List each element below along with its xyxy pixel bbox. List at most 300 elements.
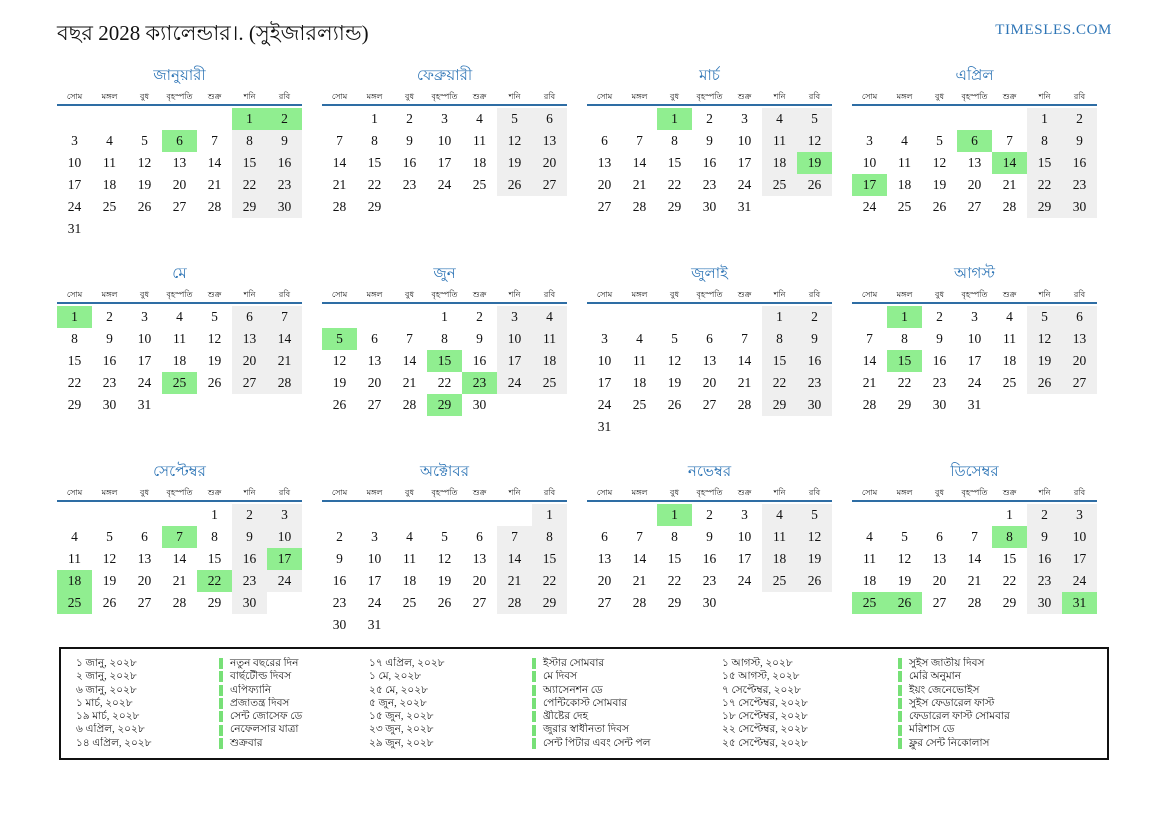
day-cell: 29 xyxy=(1027,196,1062,218)
empty-cell xyxy=(92,108,127,130)
day-cell: 25 xyxy=(762,570,797,592)
day-cell: 11 xyxy=(173,331,186,346)
month-11 xyxy=(587,462,832,660)
day-cell: 27 xyxy=(597,595,612,610)
day-cell: 20 xyxy=(702,375,717,390)
legend-entry xyxy=(219,710,369,723)
weekday-label: বুধ xyxy=(140,92,149,101)
empty-cell xyxy=(322,306,357,328)
empty-cell xyxy=(922,504,957,526)
day-cell: 7 xyxy=(971,529,978,544)
day-cell: 27 xyxy=(702,397,717,412)
day-cell: 21 xyxy=(967,573,982,588)
month-header-rule xyxy=(57,104,302,106)
day-cell: 26 xyxy=(797,570,832,592)
day-cell: 11 xyxy=(762,130,797,152)
legend-entry xyxy=(219,737,369,750)
day-cell: 2 xyxy=(936,309,943,324)
day-cell: 16 xyxy=(472,353,487,368)
legend-entry xyxy=(898,684,1101,697)
weekday-label: সোম xyxy=(596,290,613,299)
month-day-grid xyxy=(322,288,567,416)
weekday-label: শুক্র xyxy=(1002,488,1017,497)
day-cell: 10 xyxy=(737,133,752,148)
weekday-label: রবি xyxy=(543,92,556,101)
month-title: জুন xyxy=(433,266,456,282)
month-day-grid xyxy=(587,288,832,438)
legend-date: ৬ জানু, ২০২৮ xyxy=(76,684,137,696)
month-title: এপ্রিল xyxy=(955,68,994,84)
day-cell: 20 xyxy=(932,573,947,588)
day-cell: 23 xyxy=(462,372,497,394)
day-cell: 5 xyxy=(1027,306,1062,328)
day-cell: 12 xyxy=(797,130,832,152)
day-cell: 2 xyxy=(232,504,267,526)
month-day-grid xyxy=(852,90,1097,218)
day-cell: 4 xyxy=(1006,309,1013,324)
day-cell: 9 xyxy=(706,133,713,148)
day-cell: 8 xyxy=(992,526,1027,548)
weekday-label: সোম xyxy=(66,290,83,299)
day-cell: 6 xyxy=(706,331,713,346)
day-cell: 29 xyxy=(1002,595,1017,610)
day-cell: 19 xyxy=(137,177,152,192)
day-cell: 13 xyxy=(967,155,982,170)
day-cell: 5 xyxy=(106,529,113,544)
weekday-label: শুক্র xyxy=(737,290,752,299)
holiday-marker-icon xyxy=(532,725,536,736)
day-cell: 16 xyxy=(232,548,267,570)
day-cell: 31 xyxy=(137,397,152,412)
month-header-rule xyxy=(587,302,832,304)
empty-cell xyxy=(852,306,887,328)
day-cell: 17 xyxy=(1062,548,1097,570)
day-cell: 24 xyxy=(267,570,302,592)
day-cell: 19 xyxy=(897,573,912,588)
day-cell: 11 xyxy=(68,551,81,566)
day-cell: 1 xyxy=(441,309,448,324)
day-cell: 25 xyxy=(897,199,912,214)
day-cell: 16 xyxy=(702,551,717,566)
day-cell: 20 xyxy=(232,350,267,372)
day-cell: 24 xyxy=(1062,570,1097,592)
day-cell: 1 xyxy=(532,504,567,526)
day-cell: 7 xyxy=(406,331,413,346)
day-cell: 11 xyxy=(403,551,416,566)
legend-date: ২ জানু, ২০২৮ xyxy=(76,671,137,683)
legend-date: ২৯ জুন, ২০২৮ xyxy=(369,737,434,749)
legend-entry xyxy=(532,684,722,697)
day-cell: 28 xyxy=(862,397,877,412)
day-cell: 28 xyxy=(967,595,982,610)
day-cell: 1 xyxy=(1006,507,1013,522)
day-cell: 30 xyxy=(702,199,717,214)
day-cell: 23 xyxy=(702,177,717,192)
day-cell: 18 xyxy=(532,350,567,372)
weekday-label: বৃহস্পতি xyxy=(696,92,723,101)
day-cell: 26 xyxy=(667,397,682,412)
month-title: মার্চ xyxy=(699,68,720,84)
month-12 xyxy=(852,462,1097,660)
weekday-label: শনি xyxy=(773,488,786,497)
day-cell: 17 xyxy=(137,353,152,368)
day-cell: 30 xyxy=(702,595,717,610)
holiday-marker-icon xyxy=(532,658,536,669)
day-cell: 29 xyxy=(667,595,682,610)
legend-date: ৭ সেপ্টেম্বর, ২০২৮ xyxy=(722,684,801,696)
day-cell: 22 xyxy=(197,570,232,592)
day-cell: 5 xyxy=(441,529,448,544)
weekday-label: শনি xyxy=(1038,92,1051,101)
day-cell: 30 xyxy=(102,397,117,412)
holiday-marker-icon xyxy=(219,711,223,722)
day-cell: 30 xyxy=(232,592,267,614)
weekday-label: সোম xyxy=(596,488,613,497)
day-cell: 23 xyxy=(232,570,267,592)
day-cell: 4 xyxy=(762,504,797,526)
day-cell: 10 xyxy=(137,331,152,346)
day-cell: 21 xyxy=(632,177,647,192)
day-cell: 5 xyxy=(671,331,678,346)
legend-holiday-label: মে দিবস xyxy=(543,671,578,683)
empty-cell xyxy=(587,504,622,526)
legend-entry xyxy=(219,657,369,670)
legend-entry xyxy=(532,723,722,736)
month-header-rule xyxy=(587,104,832,106)
weekday-label: রবি xyxy=(1073,488,1086,497)
month-2 xyxy=(322,66,567,264)
day-cell: 18 xyxy=(1002,353,1017,368)
legend-entry xyxy=(532,670,722,683)
day-cell: 17 xyxy=(597,375,612,390)
weekday-label: মঙ্গল xyxy=(366,488,383,497)
day-cell: 27 xyxy=(232,372,267,394)
day-cell: 25 xyxy=(1002,375,1017,390)
weekday-label: বুধ xyxy=(670,488,679,497)
weekday-label: বৃহস্পতি xyxy=(166,488,193,497)
weekday-label: মঙ্গল xyxy=(896,92,913,101)
day-cell: 7 xyxy=(866,331,873,346)
day-cell: 10 xyxy=(367,551,382,566)
month-header-rule xyxy=(57,500,302,502)
month-day-grid xyxy=(57,288,302,416)
weekday-label: শনি xyxy=(243,488,256,497)
day-cell: 10 xyxy=(1062,526,1097,548)
day-cell: 31 xyxy=(67,221,82,236)
day-cell: 31 xyxy=(737,199,752,214)
weekday-label: মঙ্গল xyxy=(631,488,648,497)
weekday-label: বুধ xyxy=(140,488,149,497)
month-8 xyxy=(852,264,1097,462)
day-cell: 8 xyxy=(671,133,678,148)
weekday-label: বুধ xyxy=(670,290,679,299)
day-cell: 15 xyxy=(207,551,222,566)
legend-holiday-label: জুরার স্বাধীনতা দিবস xyxy=(543,724,630,736)
day-cell: 12 xyxy=(102,551,117,566)
day-cell: 9 xyxy=(267,130,302,152)
month-1 xyxy=(57,66,302,264)
day-cell: 24 xyxy=(862,199,877,214)
holiday-marker-icon xyxy=(532,698,536,709)
weekday-label: শনি xyxy=(773,290,786,299)
empty-cell xyxy=(322,504,357,526)
legend-entry xyxy=(898,737,1101,750)
day-cell: 21 xyxy=(497,570,532,592)
day-cell: 8 xyxy=(1027,130,1062,152)
day-cell: 31 xyxy=(1062,592,1097,614)
day-cell: 12 xyxy=(497,130,532,152)
legend-date: ৬ এপ্রিল, ২০২৮ xyxy=(76,724,145,736)
legend-entry xyxy=(219,684,369,697)
day-cell: 22 xyxy=(667,573,682,588)
day-cell: 24 xyxy=(367,595,382,610)
day-cell: 2 xyxy=(267,108,302,130)
weekday-label: বৃহস্পতি xyxy=(961,290,988,299)
weekday-label: শুক্র xyxy=(1002,290,1017,299)
empty-cell xyxy=(887,504,922,526)
month-title: জুলাই xyxy=(691,266,728,282)
weekday-label: বৃহস্পতি xyxy=(431,488,458,497)
day-cell: 28 xyxy=(402,397,417,412)
day-cell: 11 xyxy=(1003,331,1016,346)
legend-holiday-label: মেরি অনুমান xyxy=(909,671,961,683)
day-cell: 22 xyxy=(897,375,912,390)
day-cell: 7 xyxy=(636,529,643,544)
legend-holiday-label: শুক্রবার xyxy=(230,737,263,749)
legend-date: ২৫ মে, ২০২৮ xyxy=(369,684,428,696)
day-cell: 20 xyxy=(472,573,487,588)
legend-holiday-label: সুইস ফেডারেল ফাস্ট xyxy=(909,697,995,709)
day-cell: 20 xyxy=(967,177,982,192)
day-cell: 21 xyxy=(632,573,647,588)
day-cell: 13 xyxy=(597,551,612,566)
empty-cell xyxy=(127,108,162,130)
day-cell: 25 xyxy=(472,177,487,192)
empty-cell xyxy=(622,504,657,526)
day-cell: 5 xyxy=(797,504,832,526)
day-cell: 14 xyxy=(402,353,417,368)
day-cell: 18 xyxy=(102,177,117,192)
holiday-marker-icon xyxy=(532,711,536,722)
day-cell: 11 xyxy=(103,155,116,170)
day-cell: 2 xyxy=(706,111,713,126)
weekday-label: সোম xyxy=(66,488,83,497)
day-cell: 19 xyxy=(1027,350,1062,372)
legend-holiday-label: প্রজাতন্ত্র দিবস xyxy=(230,697,290,709)
day-cell: 18 xyxy=(862,573,877,588)
legend-date: ১ মার্চ, ২০২৮ xyxy=(76,697,133,709)
day-cell: 3 xyxy=(741,111,748,126)
day-cell: 29 xyxy=(427,394,462,416)
day-cell: 4 xyxy=(532,306,567,328)
weekday-label: সোম xyxy=(66,92,83,101)
empty-cell xyxy=(127,504,162,526)
month-5 xyxy=(57,264,302,462)
month-day-grid xyxy=(57,486,302,614)
day-cell: 29 xyxy=(232,196,267,218)
weekday-label: শনি xyxy=(243,290,256,299)
day-cell: 10 xyxy=(597,353,612,368)
month-7 xyxy=(587,264,832,462)
day-cell: 21 xyxy=(862,375,877,390)
day-cell: 29 xyxy=(667,199,682,214)
day-cell: 13 xyxy=(367,353,382,368)
day-cell: 18 xyxy=(897,177,912,192)
day-cell: 6 xyxy=(957,130,992,152)
legend-entry xyxy=(898,723,1101,736)
holiday-marker-icon xyxy=(898,685,902,696)
empty-cell xyxy=(922,108,957,130)
day-cell: 7 xyxy=(162,526,197,548)
day-cell: 7 xyxy=(211,133,218,148)
month-header-rule xyxy=(57,302,302,304)
day-cell: 9 xyxy=(797,328,832,350)
day-cell: 16 xyxy=(797,350,832,372)
day-cell: 9 xyxy=(936,331,943,346)
day-cell: 3 xyxy=(601,331,608,346)
page-title: বছর 2028 ক্যালেন্ডার।. (সুইজারল্যান্ড) xyxy=(57,21,369,45)
weekday-label: শনি xyxy=(243,92,256,101)
day-cell: 3 xyxy=(71,133,78,148)
day-cell: 13 xyxy=(232,328,267,350)
weekday-label: মঙ্গল xyxy=(366,92,383,101)
day-cell: 18 xyxy=(172,353,187,368)
day-cell: 17 xyxy=(737,551,752,566)
day-cell: 22 xyxy=(667,177,682,192)
day-cell: 22 xyxy=(1027,174,1062,196)
day-cell: 26 xyxy=(497,174,532,196)
site-logo-link[interactable]: TIMESLES.COM xyxy=(995,22,1112,38)
day-cell: 26 xyxy=(137,199,152,214)
day-cell: 15 xyxy=(667,551,682,566)
weekday-label: সোম xyxy=(861,290,878,299)
holiday-marker-icon xyxy=(532,738,536,749)
weekday-label: শুক্র xyxy=(207,290,222,299)
day-cell: 25 xyxy=(57,592,92,614)
day-cell: 3 xyxy=(141,309,148,324)
day-cell: 16 xyxy=(102,353,117,368)
day-cell: 12 xyxy=(897,551,912,566)
day-cell: 28 xyxy=(497,592,532,614)
day-cell: 14 xyxy=(267,328,302,350)
legend-holiday-label: পেন্টিকোস্ট সোমবার xyxy=(543,697,628,709)
empty-cell xyxy=(357,504,392,526)
weekday-label: বৃহস্পতি xyxy=(696,290,723,299)
month-day-grid xyxy=(852,486,1097,614)
day-cell: 1 xyxy=(657,504,692,526)
day-cell: 12 xyxy=(207,331,222,346)
day-cell: 14 xyxy=(332,155,347,170)
day-cell: 24 xyxy=(737,573,752,588)
day-cell: 25 xyxy=(632,397,647,412)
legend-holiday-label: ফেডারেল ফাস্ট সোমবার xyxy=(909,711,1010,723)
day-cell: 7 xyxy=(1006,133,1013,148)
day-cell: 20 xyxy=(137,573,152,588)
month-day-grid xyxy=(587,90,832,218)
day-cell: 5 xyxy=(936,133,943,148)
day-cell: 14 xyxy=(632,551,647,566)
legend-date: ১৪ এপ্রিল, ২০২৮ xyxy=(76,737,152,749)
day-cell: 4 xyxy=(71,529,78,544)
day-cell: 4 xyxy=(901,133,908,148)
day-cell: 27 xyxy=(532,174,567,196)
day-cell: 1 xyxy=(762,306,797,328)
legend-date: ১৫ জুন, ২০২৮ xyxy=(369,711,434,723)
day-cell: 3 xyxy=(267,504,302,526)
weekday-label: বুধ xyxy=(935,92,944,101)
weekday-label: শনি xyxy=(508,290,521,299)
day-cell: 23 xyxy=(1062,174,1097,196)
day-cell: 10 xyxy=(267,526,302,548)
empty-cell xyxy=(392,504,427,526)
empty-cell xyxy=(357,306,392,328)
month-title: অক্টোবর xyxy=(419,464,470,480)
day-cell: 3 xyxy=(497,306,532,328)
day-cell: 13 xyxy=(137,551,152,566)
day-cell: 4 xyxy=(176,309,183,324)
day-cell: 29 xyxy=(762,394,797,416)
day-cell: 28 xyxy=(332,199,347,214)
month-day-grid xyxy=(852,288,1097,416)
day-cell: 5 xyxy=(141,133,148,148)
day-cell: 25 xyxy=(402,595,417,610)
day-cell: 8 xyxy=(211,529,218,544)
legend-date: ১৭ এপ্রিল, ২০২৮ xyxy=(369,658,445,669)
day-cell: 27 xyxy=(932,595,947,610)
day-cell: 26 xyxy=(887,592,922,614)
day-cell: 11 xyxy=(532,328,567,350)
weekday-label: বুধ xyxy=(405,92,414,101)
day-cell: 21 xyxy=(402,375,417,390)
day-cell: 21 xyxy=(332,177,347,192)
day-cell: 7 xyxy=(497,526,532,548)
day-cell: 25 xyxy=(762,174,797,196)
legend-entry xyxy=(898,697,1101,710)
day-cell: 9 xyxy=(406,133,413,148)
weekday-label: সোম xyxy=(331,488,348,497)
day-cell: 20 xyxy=(597,573,612,588)
weekday-label: বুধ xyxy=(935,290,944,299)
empty-cell xyxy=(427,504,462,526)
day-cell: 15 xyxy=(367,155,382,170)
page-header xyxy=(0,0,1169,52)
day-cell: 29 xyxy=(367,199,382,214)
day-cell: 27 xyxy=(172,199,187,214)
day-cell: 16 xyxy=(932,353,947,368)
day-cell: 18 xyxy=(57,570,92,592)
empty-cell xyxy=(162,504,197,526)
holiday-marker-icon xyxy=(898,738,902,749)
day-cell: 25 xyxy=(162,372,197,394)
day-cell: 19 xyxy=(207,353,222,368)
day-cell: 11 xyxy=(762,526,797,548)
day-cell: 27 xyxy=(967,199,982,214)
day-cell: 19 xyxy=(797,548,832,570)
day-cell: 3 xyxy=(866,133,873,148)
legend-holiday-label: ফ্লুর সেন্ট নিকোলাস xyxy=(909,737,990,749)
day-cell: 18 xyxy=(472,155,487,170)
day-cell: 16 xyxy=(1062,152,1097,174)
legend-entry xyxy=(532,657,722,670)
month-header-rule xyxy=(322,500,567,502)
day-cell: 15 xyxy=(762,350,797,372)
weekday-label: সোম xyxy=(331,290,348,299)
legend-holiday-label: বার্ছটৌল্ড দিবস xyxy=(230,671,292,683)
weekday-label: সোম xyxy=(861,92,878,101)
weekday-label: সোম xyxy=(331,92,348,101)
weekday-label: শুক্র xyxy=(207,488,222,497)
empty-cell xyxy=(622,306,657,328)
